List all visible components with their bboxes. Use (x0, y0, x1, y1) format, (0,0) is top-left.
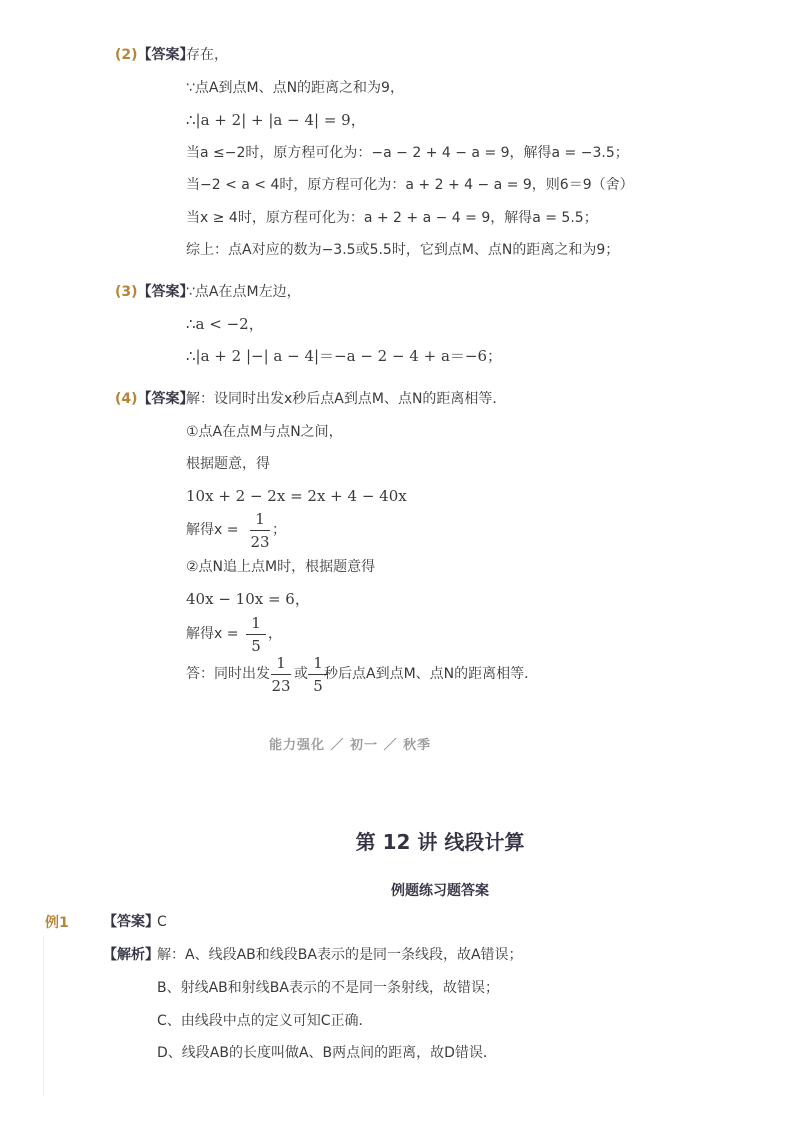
page-footer: 能力强化 ／ 初一 ／ 秋季 (269, 738, 432, 753)
part2-line-6: 当x ≥ 4时，原方程可化为：a + 2 + a − 4 = 9，解得a = 5.5； (186, 210, 598, 226)
part3-line-1: ∵点A在点M左边， (186, 284, 301, 300)
part2-line-2: ∵点A到点M、点N的距离之和为9， (186, 80, 404, 96)
part4-line-7: 40x − 10x = 6， (186, 590, 310, 608)
example-1-answer: C (157, 914, 167, 930)
example-1-line-3: C、由线段中点的定义可知C正确． (157, 1013, 373, 1029)
part2-line-5: 当−2 < a < 4时，原方程可化为：a + 2 + 4 − a = 9，则6＝9（舍） (186, 177, 634, 193)
part4-line-8: 解得x = (186, 626, 239, 642)
part3-number: (3) (115, 284, 138, 300)
part2-line-1: 存在， (186, 47, 228, 63)
part4-answer-end: 秒后点A到点M、点N的距离相等． (324, 666, 539, 682)
part3-label (115, 282, 194, 302)
part4-line-1: 解：设同时出发x秒后点A到点M、点N的距离相等． (186, 391, 507, 407)
example-1-answer-tag: 【答案】 (103, 914, 159, 930)
part4-answer-or: 或 (294, 666, 308, 682)
fraction-1-23 (250, 510, 270, 551)
example-1-line-2: B、射线AB和射线BA表示的不是同一条射线，故错误； (157, 980, 499, 996)
part4-line-8-end: ， (268, 626, 282, 642)
fraction-1-5 (246, 614, 266, 655)
fraction-denominator: 5 (251, 637, 261, 655)
part4-line-5-end: ； (272, 522, 286, 538)
part2-line-7: 综上：点A对应的数为−3.5或5.5时，它到点M、点N的距离之和为9； (186, 242, 620, 258)
fraction-numerator: 1 (276, 654, 286, 672)
fraction-bar (246, 634, 266, 635)
fraction-bar (271, 674, 291, 675)
fraction-bar (250, 530, 270, 531)
part4-line-4: 10x + 2 − 2x = 2x + 4 − 40x (186, 487, 407, 505)
margin-rule (43, 936, 44, 1096)
fraction-numerator: 1 (255, 510, 265, 528)
part4-line-5: 解得x = (186, 522, 239, 538)
part4-answer-tag: 【答案】 (137, 391, 194, 407)
part4-answer-start: 答：同时出发 (186, 666, 270, 682)
chapter-title: 第 12 讲 线段计算 (355, 830, 525, 854)
part4-label (115, 389, 194, 409)
part4-line-2: ①点A在点M与点N之间， (186, 424, 343, 440)
part2-label (115, 45, 194, 65)
example-1-label: 例1 (45, 915, 69, 931)
part4-line-3: 根据题意，得 (186, 456, 270, 472)
fraction-denominator: 5 (313, 677, 323, 695)
example-1-line-4: D、线段AB的长度叫做A、B两点间的距离，故D错误． (157, 1045, 497, 1061)
part3-line-2: ∴a < −2， (186, 315, 264, 333)
part2-line-3: ∴|a + 2| + |a − 4| = 9， (186, 111, 366, 129)
part3-answer-tag: 【答案】 (137, 284, 194, 300)
fraction-numerator: 1 (313, 654, 323, 672)
example-1-analysis-tag: 【解析】 (103, 947, 159, 963)
example-1-line-1: 解：A、线段AB和线段BA表示的是同一条线段，故A错误； (157, 947, 523, 963)
fraction-numerator: 1 (251, 614, 261, 632)
fraction-denominator: 23 (271, 677, 291, 695)
part4-number: (4) (115, 391, 138, 407)
part2-answer-tag: 【答案】 (137, 47, 194, 63)
part4-line-6: ②点N追上点M时，根据题意得 (186, 559, 376, 575)
fraction-denominator: 23 (250, 533, 270, 551)
part2-line-4: 当a ≤−2时，原方程可化为：−a − 2 + 4 − a = 9，解得a = −3.5； (186, 145, 629, 161)
part3-line-3: ∴|a + 2 |−| a − 4|＝−a − 2 − 4 + a＝−6； (186, 347, 503, 365)
fraction-1-23-answer (271, 654, 291, 695)
section-title: 例题练习题答案 (391, 883, 489, 899)
part2-number: (2) (115, 47, 138, 63)
